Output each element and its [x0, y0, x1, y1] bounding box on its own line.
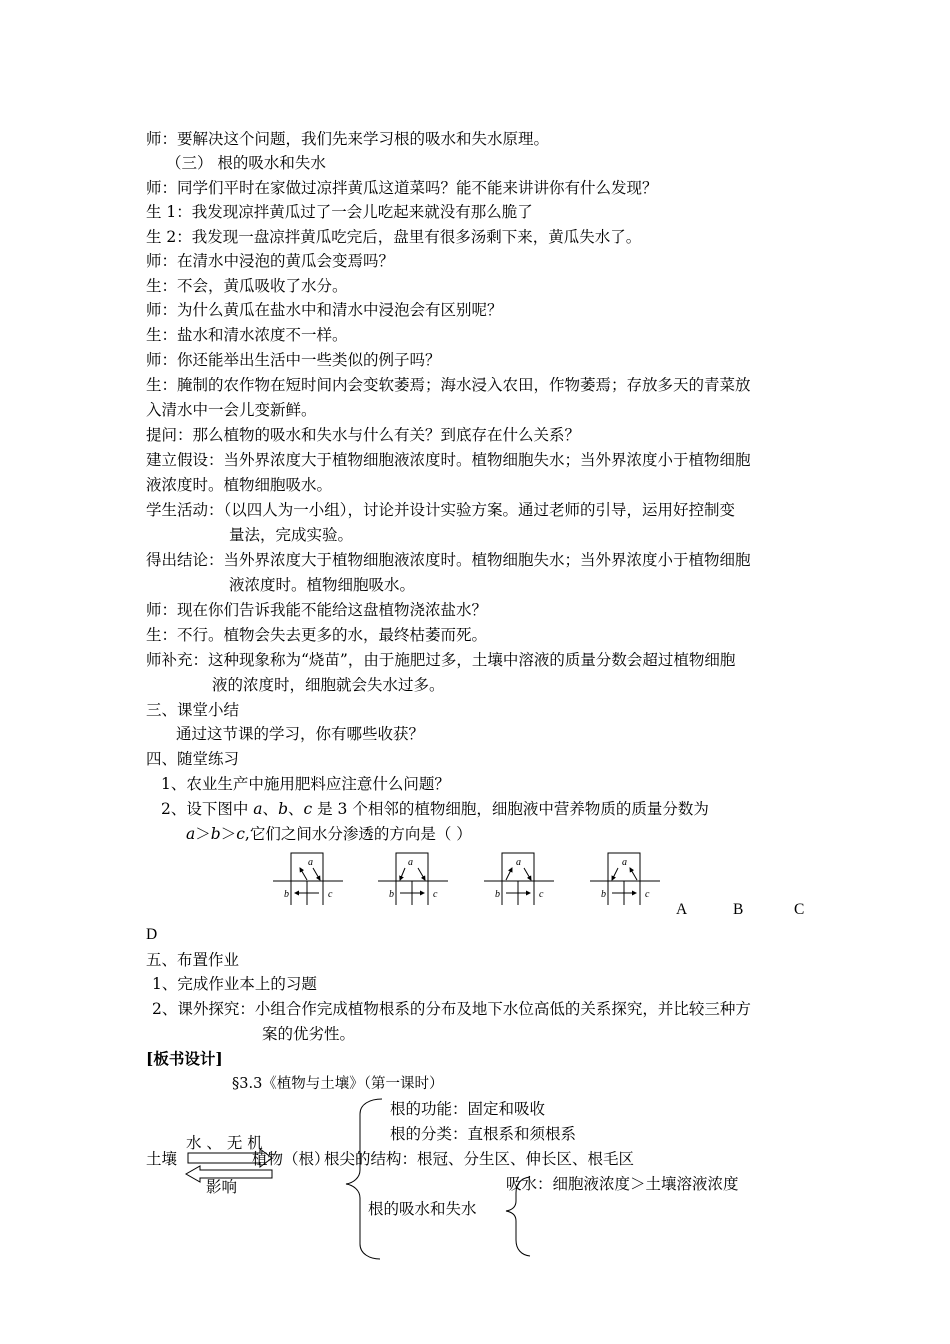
text-line: 生：不会，黄瓜吸收了水分。: [146, 277, 348, 295]
text-line: 师：同学们平时在家做过凉拌黄瓜这道菜吗？能不能来讲讲你有什么发现？: [146, 179, 658, 197]
section-heading: 三、课堂小结: [146, 701, 240, 719]
text-line: 得出结论：当外界浓度大于植物细胞液浓度时。植物细胞失水；当外界浓度小于植物细胞: [146, 551, 751, 569]
question-line: a＞b＞c,它们之间水分渗透的方向是（ ）: [186, 825, 472, 843]
text-line: 1、完成作业本上的习题: [152, 975, 317, 993]
board-absorb: 吸水：细胞液浓度＞土壤溶液浓度: [506, 1175, 739, 1193]
text-line: 师：在清水中浸泡的黄瓜会变焉吗？: [146, 252, 395, 270]
text-line: 生：腌制的农作物在短时间内会变软萎焉；海水浸入农田，作物萎焉；存放多天的青菜放: [146, 376, 751, 394]
text-line: 液的浓度时，细胞就会失水过多。: [212, 676, 445, 694]
board-brace-left: [346, 1099, 382, 1259]
text-line: 生 1：我发现凉拌黄瓜过了一会儿吃起来就没有那么脆了: [146, 203, 533, 221]
option-label: D: [146, 926, 158, 943]
cell-label-a: a: [622, 857, 627, 868]
section-heading: [板书设计]: [146, 1049, 223, 1068]
cell-label-b: b: [284, 889, 289, 900]
section-heading: 五、布置作业: [146, 951, 240, 969]
cell-diagram-option-c: [484, 853, 554, 905]
text-line: 师：你还能举出生活中一些类似的例子吗？: [146, 351, 441, 369]
text-line: 液浓度时。植物细胞吸水。: [229, 576, 416, 594]
text-line: 通过这节课的学习，你有哪些收获？: [176, 725, 425, 743]
cell-label-c: c: [433, 889, 438, 900]
text-line: 生：不行。植物会失去更多的水，最终枯萎而死。: [146, 626, 488, 644]
option-label: A: [676, 901, 688, 918]
board-root-types: 根的分类：直根系和须根系: [390, 1125, 577, 1143]
board-influence: 影响: [206, 1178, 238, 1196]
text-line: 入清水中一会儿变新鲜。: [146, 401, 317, 419]
text-line: 建立假设：当外界浓度大于植物细胞液浓度时。植物细胞失水；当外界浓度小于植物细胞: [146, 451, 751, 469]
board-water-label: 水 、 无 机: [186, 1134, 263, 1152]
cell-diagram-option-a: [273, 853, 343, 905]
cell-label-a: a: [408, 857, 413, 868]
text-line: 1、农业生产中施用肥料应注意什么问题？: [161, 775, 450, 793]
text-line: 生 2：我发现一盘凉拌黄瓜吃完后，盘里有很多汤剩下来，黄瓜失水了。: [146, 228, 642, 246]
cell-label-c: c: [645, 889, 650, 900]
cell-label-c: c: [328, 889, 333, 900]
cell-label-a: a: [308, 857, 313, 868]
cell-label-b: b: [495, 889, 500, 900]
text-line: 生：盐水和清水浓度不一样。: [146, 326, 348, 344]
cell-label-b: b: [389, 889, 394, 900]
cell-diagram-option-b: [378, 853, 448, 905]
board-plant: 植物（根）: [252, 1150, 330, 1168]
cell-diagram-option-d: [590, 853, 660, 905]
board-soil: 土壤: [146, 1150, 178, 1168]
text-line: 师：要解决这个问题，我们先来学习根的吸水和失水原理。: [146, 130, 550, 148]
cell-label-a: a: [516, 857, 521, 868]
question-line: 2、设下图中 a、b、c 是 3 个相邻的植物细胞，细胞液中营养物质的质量分数为: [161, 800, 709, 818]
option-label: C: [794, 901, 805, 918]
cell-label-c: c: [539, 889, 544, 900]
text-line: 师：现在你们告诉我能不能给这盘植物浇浓盐水？: [146, 601, 488, 619]
board-root-tip: 根尖的结构：根冠、分生区、伸长区、根毛区: [324, 1150, 635, 1168]
section-heading: （三） 根的吸水和失水: [166, 154, 326, 172]
board-root-function: 根的功能：固定和吸收: [390, 1100, 546, 1118]
text-line: 量法，完成实验。: [229, 526, 354, 544]
section-heading: 四、随堂练习: [146, 750, 240, 768]
cell-label-b: b: [601, 889, 606, 900]
text-line: 师补充：这种现象称为“烧苗”，由于施肥过多，土壤中溶液的质量分数会超过植物细胞: [146, 651, 736, 669]
option-label: B: [733, 901, 744, 918]
text-line: 师：为什么黄瓜在盐水中和清水中浸泡会有区别呢？: [146, 301, 503, 319]
text-line: 液浓度时。植物细胞吸水。: [146, 476, 333, 494]
board-title: §3.3《植物与土壤》（第一课时）: [232, 1076, 444, 1092]
text-line: 提问：那么植物的吸水和失水与什么有关？到底存在什么关系？: [146, 426, 581, 444]
text-line: 学生活动：（以四人为一小组），讨论并设计实验方案。通过老师的引导，运用好控制变: [146, 501, 736, 519]
board-absorb-lose: 根的吸水和失水: [368, 1200, 477, 1218]
text-line: 案的优劣性。: [262, 1025, 356, 1043]
text-line: 2、课外探究：小组合作完成植物根系的分布及地下水位高低的关系探究，并比较三种方: [152, 1000, 751, 1018]
